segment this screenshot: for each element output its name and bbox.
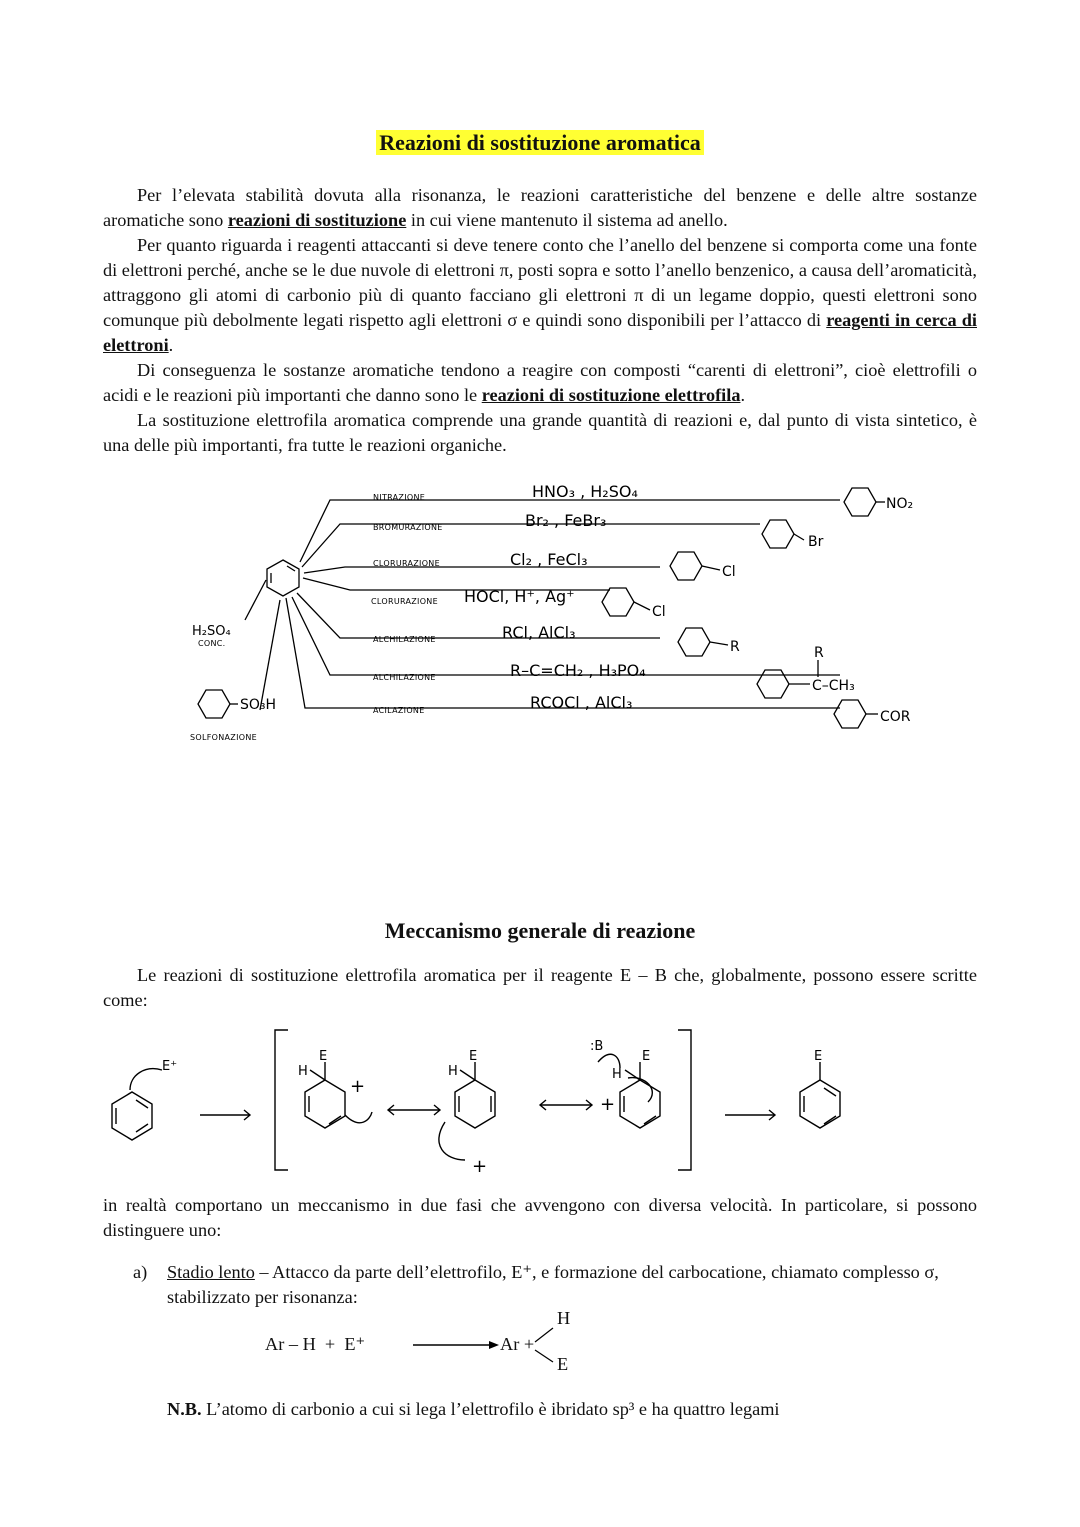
reaction-name: ALCHILAZIONE [373,635,436,644]
mech-e: E [319,1049,328,1064]
mech-e: E [469,1049,478,1064]
mech-base: :B [590,1039,604,1054]
product-label: NO₂ [886,496,914,512]
paragraph-2: Per quanto riguarda i reagenti attaccanti si deve tenere conto che l’anello del benzene si comporta come una fonte di elettroni perché, anche se le due nuvole di elettroni π, posti sopra e sotto l’anello benzenico, a causa dell’aromaticità, attraggono gli atomi di carbonio più di quanto facciano gli elettroni π di un legame doppio, questi elettroni sono comunque più debolmente legati rispetto agli elettroni σ e quindi sono disponibili per l’attacco di reagenti in cerca di elettroni. [103,235,977,355]
mech-e-plus: E⁺ [162,1059,178,1074]
reagents: RCl, AlCl₃ [502,623,576,642]
reagents: HNO₃ , H₂SO₄ [532,482,638,501]
reaction-name: BROMURAZIONE [373,523,443,532]
equation: Ar – H + E⁺ Ar + H E [265,1308,571,1374]
reaction-name: ALCHILAZIONE [373,673,436,682]
page-title: Reazioni di sostituzione aromatica [0,130,1080,156]
mech-plus: + [600,1094,616,1115]
mech-h: H [448,1064,458,1079]
product-label: Cl [652,604,666,620]
sulfo-reagent: H₂SO₄ [192,624,231,639]
list-item-a: a) Stadio lento – Attacco da parte dell’elettrofilo, E⁺, e formazione del carbocatione, chiamato complesso σ, stabilizzato per risonanza: [133,1262,939,1307]
reaction-name: CLORURAZIONE [373,559,440,568]
product-label: COR [880,709,911,725]
product-r-label: R [814,645,824,661]
product-label: C–CH₃ [812,678,855,694]
mech-plus: + [472,1156,488,1177]
mechanism-figure [100,1020,880,1180]
sulfo-name: SOLFONAZIONE [190,733,257,742]
reagents: RCOCl , AlCl₃ [530,693,633,712]
reaction-name: CLORURAZIONE [371,597,438,606]
nb-note: N.B. L’atomo di carbonio a cui si lega l’elettrofilo è ibridato sp³ e ha quattro legami [167,1399,780,1419]
reaction-name: NITRAZIONE [373,493,426,502]
mech-e: E [642,1049,651,1064]
reaction-scheme-figure [180,470,940,755]
mech-h: H [298,1064,308,1079]
mech-e: E [814,1049,823,1064]
reagents: Cl₂ , FeCl₃ [510,550,588,569]
product-label: R [730,639,740,655]
paragraph-1: Per l’elevata stabilità dovuta alla risonanza, le reazioni caratteristiche del benzene e delle altre sostanze aromatiche sono reazioni di sostituzione in cui viene mantenuto il sistema ad anello. [103,185,977,230]
paragraph-4: La sostituzione elettrofila aromatica comprende una grande quantità di reazioni e, dal punto di vista sintetico, è una delle più importanti, fra tutte le reazioni organiche. [103,410,977,455]
mech-plus: + [350,1076,366,1097]
section-heading: Meccanismo generale di reazione [384,918,696,943]
reagents: R–C=CH₂ , H₃PO₄ [510,661,646,680]
paragraph-6: in realtà comportano un meccanismo in due fasi che avvengono con diversa velocità. In particolare, si possono distinguere uno: [103,1195,977,1240]
sulfo-product: SO₃H [240,697,277,713]
product-label: Cl [722,564,736,580]
reagents: HOCl, H⁺, Ag⁺ [464,587,575,606]
reagents: Br₂ , FeBr₃ [525,511,607,530]
mech-h: H [612,1067,622,1082]
product-label: Br [808,534,824,550]
sulfo-reagent-note: CONC. [198,639,226,648]
equation-arrow [413,1338,499,1352]
paragraph-3: Di conseguenza le sostanze aromatiche tendono a reagire con composti “carenti di elettroni”, cioè elettrofili o acidi e le reazioni più importanti che danno sono le reazioni di sostituzione elettrofila. [103,360,977,405]
reaction-name: ACILAZIONE [373,706,425,715]
paragraph-5: Le reazioni di sostituzione elettrofila aromatica per il reagente E – B che, globalmente, possono essere scritte come: [103,965,977,1010]
